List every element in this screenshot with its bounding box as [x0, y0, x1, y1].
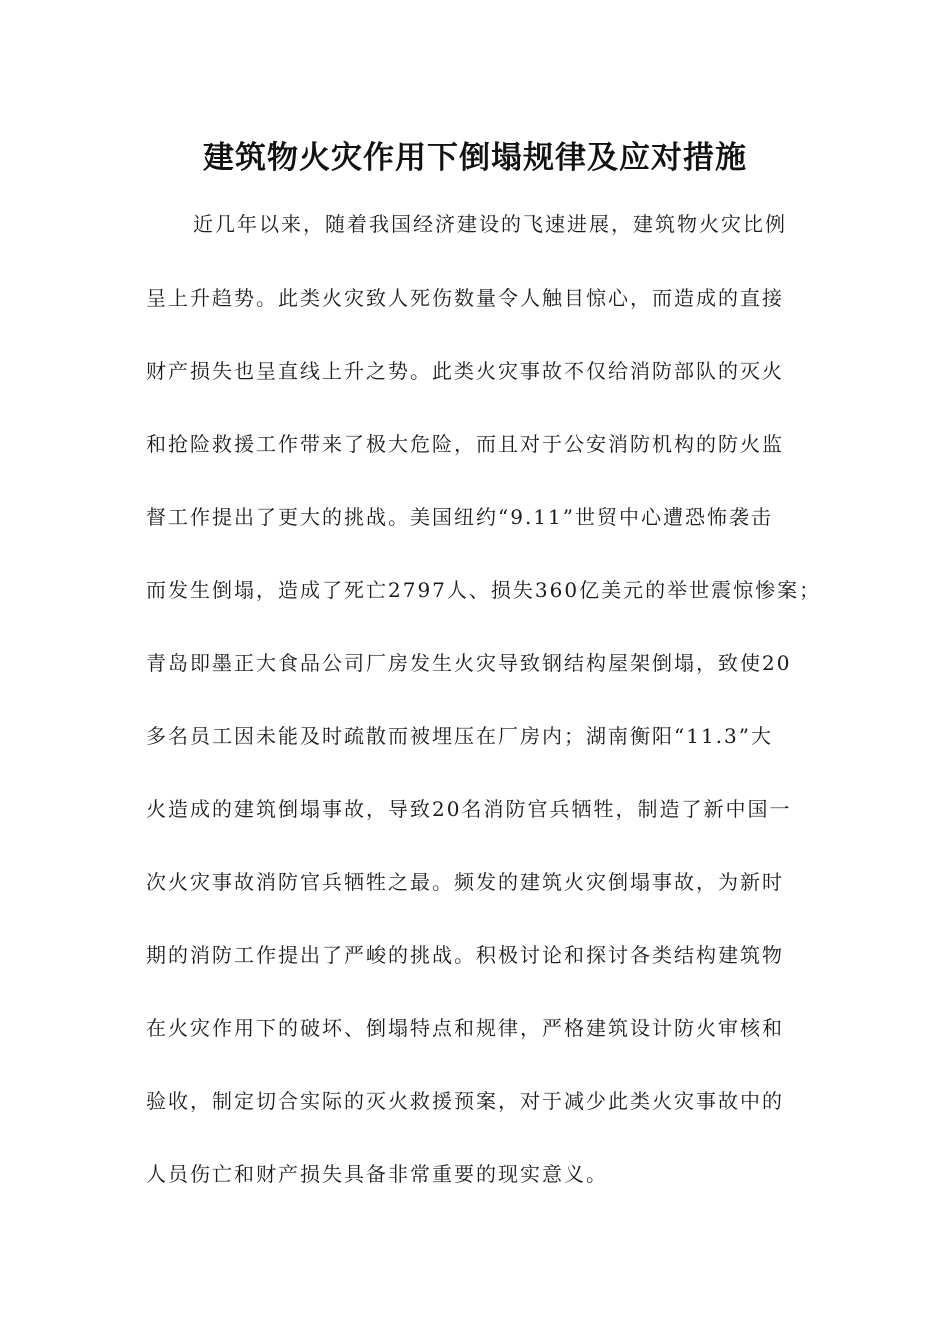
- paragraph-line: 多名员工因未能及时疏散而被埋压在厂房内；湖南衡阳“11.3”大: [146, 724, 773, 748]
- paragraph-line: 财产损失也呈直线上升之势。此类火灾事故不仅给消防部队的灭火: [146, 359, 784, 383]
- paragraph-line: 而发生倒塌，造成了死亡2797人、损失360亿美元的举世震惊惨案；: [146, 578, 822, 602]
- paragraph-line: 人员伤亡和财产损失具备非常重要的现实意义。: [146, 1162, 608, 1186]
- paragraph-line: 次火灾事故消防官兵牺牲之最。频发的建筑火灾倒塌事故，为新时: [146, 870, 784, 894]
- paragraph-line: 期的消防工作提出了严峻的挑战。积极讨论和探讨各类结构建筑物: [146, 943, 784, 967]
- paragraph-line: 呈上升趋势。此类火灾致人死伤数量令人触目惊心，而造成的直接: [146, 286, 784, 310]
- paragraph-line: 青岛即墨正大食品公司厂房发生火灾导致钢结构屋架倒塌，致使20: [146, 651, 792, 675]
- paragraph-line: 火造成的建筑倒塌事故，导致20名消防官兵牺牲，制造了新中国一: [146, 797, 792, 821]
- paragraph-line: 在火灾作用下的破坏、倒塌特点和规律，严格建筑设计防火审核和: [146, 1016, 784, 1040]
- paragraph-line: 督工作提出了更大的挑战。美国纽约“9.11”世贸中心遭恐怖袭击: [146, 505, 773, 529]
- document-title: 建筑物火灾作用下倒塌规律及应对措施: [203, 140, 747, 176]
- paragraph-line: 和抢险救援工作带来了极大危险，而且对于公安消防机构的防火监: [146, 432, 784, 456]
- paragraph-line: 验收，制定切合实际的灭火救援预案，对于减少此类火灾事故中的: [146, 1089, 784, 1113]
- paragraph-line: 近几年以来，随着我国经济建设的飞速进展，建筑物火灾比例: [193, 212, 787, 236]
